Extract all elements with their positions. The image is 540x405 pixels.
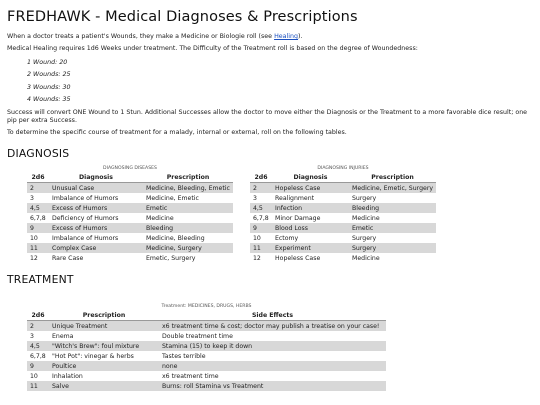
table-row xyxy=(250,193,436,203)
table-row xyxy=(27,331,386,341)
wound-level-item: 1 Wound: 20 xyxy=(27,59,68,66)
roll-cell: 11 xyxy=(27,243,49,253)
roll-cell: 10 xyxy=(30,234,38,242)
roll-cell: 9 xyxy=(27,223,49,233)
intro-text-end: ). xyxy=(298,33,303,40)
table-row xyxy=(27,351,386,361)
diagnosis-cell: Infection xyxy=(272,203,349,213)
column-header: 2d6 xyxy=(27,310,49,321)
diagnosis-cell: Ectomy xyxy=(275,234,299,242)
roll-cell: 4,5 xyxy=(27,341,49,351)
wound-level-item: 2 Wounds: 25 xyxy=(27,71,71,79)
diagnosis-cell: Realignment xyxy=(275,194,315,202)
roll-cell: 2 xyxy=(27,321,49,332)
roll-cell: 4,5 xyxy=(27,203,49,213)
diagnosis-cell: Imbalance of Humors xyxy=(52,194,119,202)
healing-paragraph: Medical Healing requires 1d6 Weeks under treatment. The Difficulty of the Treatment roll is based on the degree of Woundedness: xyxy=(7,45,418,52)
wound-level-item: 3 Wounds: 30 xyxy=(27,83,71,91)
table-row xyxy=(250,183,436,194)
diagnosis-cell: Excess of Humors xyxy=(49,203,143,213)
table-row xyxy=(27,243,233,253)
table-row xyxy=(27,341,386,351)
table-row xyxy=(250,203,436,213)
column-header: Side Effects xyxy=(159,310,386,321)
treatment-table-block xyxy=(27,304,386,391)
prescription-cell: Salve xyxy=(49,381,159,391)
column-header: Prescription xyxy=(349,172,436,183)
prescription-cell: Medicine xyxy=(352,214,380,222)
column-header: 2d6 xyxy=(27,172,49,183)
table-row xyxy=(27,223,233,233)
prescription-cell: Medicine, Emetic, Surgery xyxy=(349,183,436,194)
prescription-cell: Emetic, Surgery xyxy=(146,254,196,262)
roll-cell: 6,7,8 xyxy=(30,214,46,222)
prescription-cell: Inhalation xyxy=(52,372,83,380)
roll-cell: 9 xyxy=(250,223,272,233)
roll-cell: 11 xyxy=(27,381,49,391)
table-header-row xyxy=(250,172,436,183)
column-header: Diagnosis xyxy=(272,172,349,183)
table-row xyxy=(250,243,436,253)
determine-paragraph: To determine the specific course of treatment for a malady, internal or external, roll on the following tables. xyxy=(7,129,347,137)
table-row xyxy=(27,381,386,391)
prescription-cell: Enema xyxy=(52,332,74,340)
diagnosis-cell: Imbalance of Humors xyxy=(52,234,119,242)
side-effects-cell: Double treatment time xyxy=(162,332,233,340)
table-row xyxy=(27,233,233,243)
table-row xyxy=(27,213,233,223)
roll-cell: 12 xyxy=(253,254,261,262)
roll-cell: 2 xyxy=(27,183,49,194)
roll-cell: 6,7,8 xyxy=(253,214,269,222)
prescription-cell: Emetic xyxy=(143,203,233,213)
injuries-table-block xyxy=(250,166,436,263)
roll-cell: 3 xyxy=(30,332,34,340)
side-effects-cell: Tastes terrible xyxy=(162,352,206,360)
success-paragraph: Success will convert ONE Wound to 1 Stun. Additional Successes allow the doctor to move either the Diagnosis or the Treatment to a more favorable dice result; one pip per extra Success. xyxy=(7,109,528,125)
roll-cell: 10 xyxy=(253,234,261,242)
diagnosis-cell: Unusual Case xyxy=(49,183,143,194)
roll-cell: 6,7,8 xyxy=(30,352,46,360)
roll-cell: 2 xyxy=(250,183,272,194)
table-row xyxy=(250,253,436,263)
column-header: 2d6 xyxy=(250,172,272,183)
prescription-cell: Medicine xyxy=(352,254,380,262)
column-header: Prescription xyxy=(143,172,233,183)
diagnosis-heading: DIAGNOSIS xyxy=(7,147,70,161)
side-effects-cell: Stamina (15) to keep it down xyxy=(159,341,386,351)
table-row xyxy=(27,321,386,332)
diseases-caption: DIAGNOSING DISEASES xyxy=(103,166,157,172)
treatment-heading: TREATMENT xyxy=(7,273,74,287)
intro-paragraph xyxy=(7,33,533,41)
diagnosis-cell: Complex Case xyxy=(49,243,143,253)
prescription-cell: Surgery xyxy=(349,243,436,253)
diagnosis-tables xyxy=(7,166,533,263)
roll-cell: 3 xyxy=(253,194,257,202)
intro-text: When a doctor treats a patient's Wounds, they make a Medicine or Biologie roll (see xyxy=(7,33,275,40)
roll-cell: 3 xyxy=(30,194,34,202)
wound-difficulty-list xyxy=(27,57,533,106)
side-effects-cell: Burns: roll Stamina vs Treatment xyxy=(159,381,386,391)
side-effects-cell: x6 treatment time & cost; doctor may publish a treatise on your case! xyxy=(159,321,386,332)
prescription-cell: Bleeding xyxy=(143,223,233,233)
table-header-row xyxy=(27,310,386,321)
treatment-table xyxy=(27,310,386,391)
diseases-table-block xyxy=(27,166,233,263)
prescription-cell: Medicine, Surgery xyxy=(143,243,233,253)
diagnosis-cell: Hopeless Case xyxy=(272,183,349,194)
roll-cell: 11 xyxy=(250,243,272,253)
diagnosing-injuries-table xyxy=(250,172,436,263)
table-row xyxy=(250,223,436,233)
table-row xyxy=(27,371,386,381)
roll-cell: 12 xyxy=(30,254,38,262)
prescription-cell: "Hot Pot": vinegar & herbs xyxy=(52,352,134,360)
table-row xyxy=(250,213,436,223)
table-header-row xyxy=(27,172,233,183)
prescription-cell: Medicine, Bleeding, Emetic xyxy=(143,183,233,194)
roll-cell: 10 xyxy=(30,372,38,380)
column-header: Prescription xyxy=(49,310,159,321)
prescription-cell: Medicine xyxy=(146,214,174,222)
column-header: Diagnosis xyxy=(49,172,143,183)
prescription-cell: Bleeding xyxy=(349,203,436,213)
wound-level-item: 4 Wounds: 35 xyxy=(27,95,71,103)
prescription-cell: Medicine, Bleeding xyxy=(146,234,205,242)
diagnosis-cell: Experiment xyxy=(272,243,349,253)
roll-cell: 4,5 xyxy=(250,203,272,213)
diagnosis-cell: Blood Loss xyxy=(272,223,349,233)
injuries-caption: DIAGNOSING INJURIES xyxy=(317,166,369,172)
diagnosing-diseases-table xyxy=(27,172,233,263)
table-row xyxy=(27,193,233,203)
prescription-cell: Emetic xyxy=(349,223,436,233)
diagnosis-cell: Excess of Humors xyxy=(49,223,143,233)
table-row xyxy=(27,183,233,194)
prescription-cell: Surgery xyxy=(352,194,377,202)
diagnosis-cell: Deficiency of Humors xyxy=(52,214,119,222)
prescription-cell: Surgery xyxy=(352,234,377,242)
table-row xyxy=(27,361,386,371)
prescription-cell: Poultice xyxy=(49,361,159,371)
healing-link[interactable]: Healing xyxy=(274,33,299,40)
prescription-cell: Unique Treatment xyxy=(49,321,159,332)
side-effects-cell: x6 treatment time xyxy=(162,372,219,380)
prescription-cell: Medicine, Emetic xyxy=(146,194,199,202)
diagnosis-cell: Rare Case xyxy=(52,254,84,262)
diagnosis-cell: Hopeless Case xyxy=(275,254,321,262)
roll-cell: 9 xyxy=(27,361,49,371)
diagnosis-cell: Minor Damage xyxy=(275,214,321,222)
prescription-cell: "Witch's Brew": foul mixture xyxy=(49,341,159,351)
treatment-caption: Treatment: MEDICINES, DRUGS, HERBS xyxy=(161,304,252,310)
table-row xyxy=(27,253,233,263)
side-effects-cell: none xyxy=(159,361,386,371)
table-row xyxy=(250,233,436,243)
table-row xyxy=(27,203,233,213)
page-title: FREDHAWK - Medical Diagnoses & Prescriptions xyxy=(7,9,358,25)
